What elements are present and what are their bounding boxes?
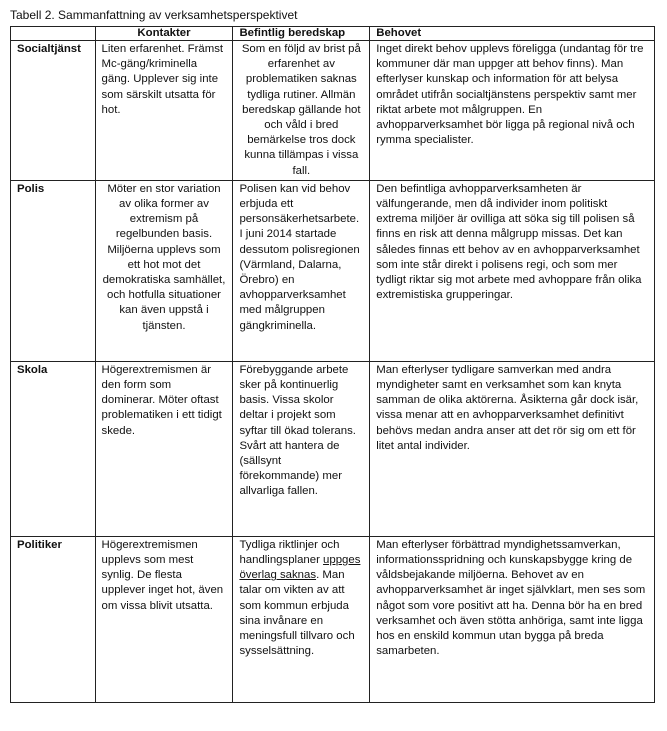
table-row	[11, 41, 655, 181]
table-caption: Tabell 2. Sammanfattning av verksamhetsperspektivet	[10, 8, 298, 22]
beredskap-text-underlined: uppges överlag saknas	[239, 554, 361, 582]
header-kontakter: Kontakter	[95, 27, 233, 41]
row-label-polis: Polis	[11, 180, 96, 361]
table-row	[11, 361, 655, 536]
cell-kontakter: Liten erfarenhet. Främst Mc-gäng/kriminella gäng. Upplever sig inte som särskilt utsatta för hot.	[95, 41, 233, 181]
cell-beredskap	[233, 536, 370, 702]
row-label-socialtjanst: Socialtjänst	[11, 41, 96, 181]
header-row	[11, 27, 655, 41]
row-label-skola: Skola	[11, 361, 96, 536]
row-label-politiker: Politiker	[11, 536, 96, 702]
summary-table	[10, 26, 655, 703]
cell-beredskap: Som en följd av brist på erfarenhet av problematiken saknas tydliga rutiner. Allmän beredskap gällande hot och våld i bred bemärkelse tros dock kunna tillämpas i vissa fall.	[233, 41, 370, 181]
cell-kontakter: Högerextremismen är den form som dominerar. Möter oftast problematiken i ett tidigt skede.	[95, 361, 233, 536]
header-behovet: Behovet	[370, 27, 655, 41]
header-beredskap: Befintlig beredskap	[233, 27, 370, 41]
beredskap-text-b: . Man talar om vikten av att som kommun erbjuda sina invånare en meningsfull tillvaro och sysselsättning.	[239, 569, 355, 658]
cell-kontakter: Möter en stor variation av olika former av extremism på regelbunden basis. Miljöerna upplevs som ett hot mot det demokratiska samhället, och hotfulla situationer kan även uppstå i tjänsten.	[95, 180, 233, 361]
cell-behovet: Man efterlyser tydligare samverkan med andra myndigheter samt en verksamhet som kan knyta samman de olika aktörerna. Åsikterna går dock isär, vissa menar att en avhopparverksamhet definitivt behövs medan andra anser att det rör sig om ett för litet antal individer.	[370, 361, 655, 536]
cell-behovet: Inget direkt behov upplevs föreligga (undantag för tre kommuner där man uppger att behov finns). Man efterlyser kunskap och information för att belysa området utifrån socialtjänstens perspektiv samt mer riktat arbete mot målgruppen. En avhopparverksamhet bör ligga på regional nivå och rymma specialister.	[370, 41, 655, 181]
header-cell-empty	[11, 27, 96, 41]
cell-kontakter: Högerextremismen upplevs som mest synlig. De flesta upplever inget hot, även om vissa blivit utsatta.	[95, 536, 233, 702]
cell-beredskap: Förebyggande arbete sker på kontinuerlig basis. Vissa skolor deltar i projekt som syftar till ökad tolerans. Svårt att hantera de (sällsynt förekommande) mer allvarliga fallen.	[233, 361, 370, 536]
cell-behovet: Man efterlyser förbättrad myndighetssamverkan, informationsspridning och kunskapsbygge kring de våldsbejakande miljöerna. Behovet av en avhopparverksamhet är inget självklart, men ses som något som vore positivt att ha. Denna bör ha en bred verksamhet och även stötta anhöriga, samt inte ligga hos en enskild kommun utan bygga på breda samarbeten.	[370, 536, 655, 702]
cell-behovet: Den befintliga avhopparverksamheten är välfungerande, men då individer inom politiskt extrema miljöer är ovilliga att söka sig till polisen så finns en risk att denna målgrupp missas. Det kan således finnas ett behov av en avhopparverksamhet som inte står direkt i polisens regi, och som mer tydligt riktar sig mot arbete med avhoppare från olika extremistiska grupperingar.	[370, 180, 655, 361]
cell-beredskap: Polisen kan vid behov erbjuda ett personsäkerhetsarbete. I juni 2014 startade dessutom polisregionen (Värmland, Dalarna, Örebro) en avhopparverksamhet med målgruppen gängkriminella.	[233, 180, 370, 361]
beredskap-text-a: Tydliga riktlinjer och handlingsplaner	[239, 538, 340, 567]
table-row	[11, 180, 655, 361]
table-row	[11, 536, 655, 702]
